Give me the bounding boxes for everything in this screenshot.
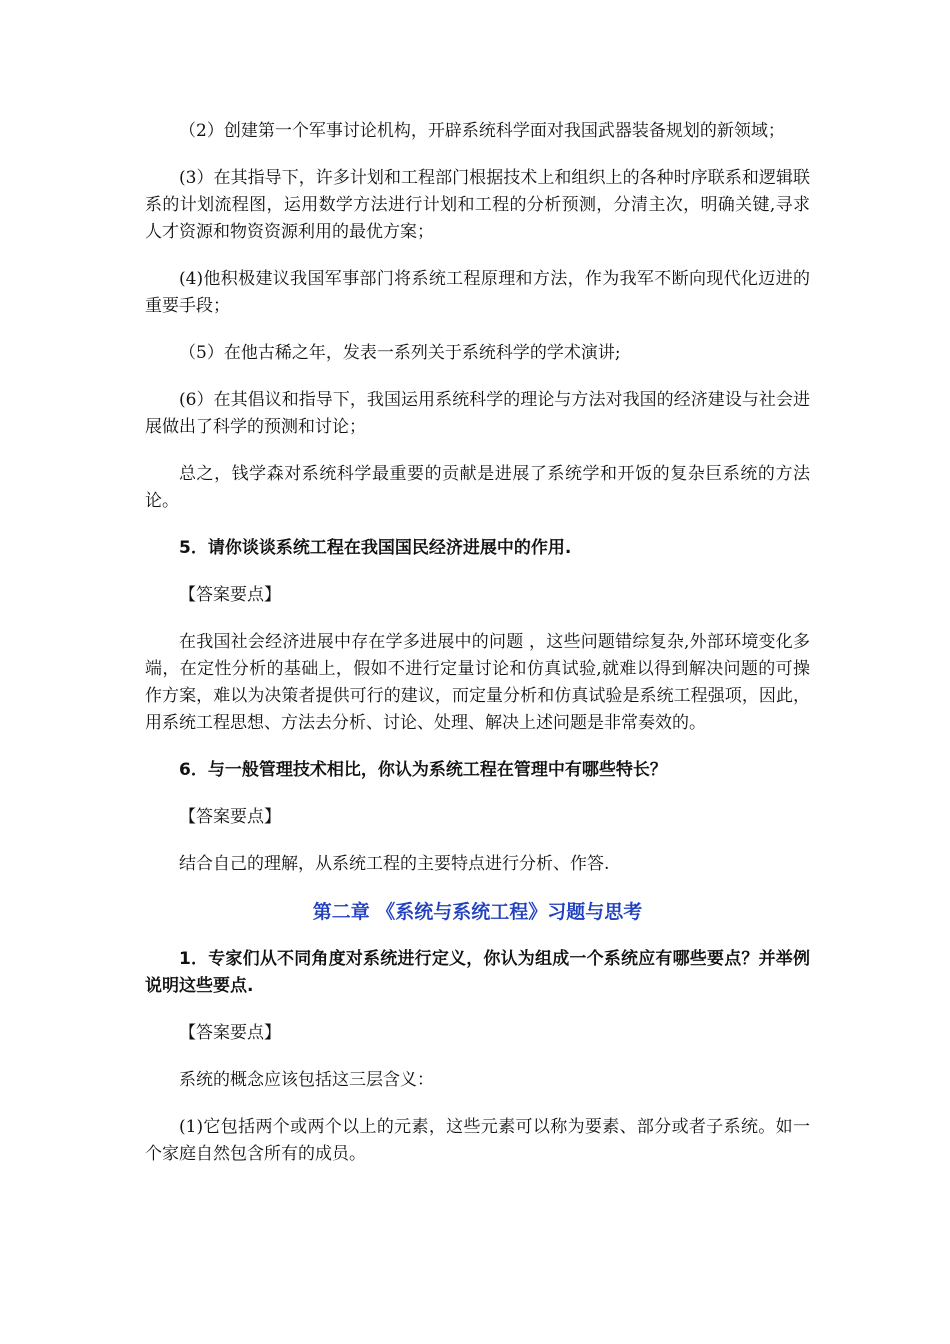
paragraph-item-3: (3）在其指导下，许多计划和工程部门根据技术上和组织上的各种时序联系和逻辑联系的计划流程图，运用数学方法进行计划和工程的分析预测，分清主次，明确关键,寻求人才资源和物资资源利用的最优方案； [145, 168, 810, 242]
paragraph-item-5: （5）在他古稀之年，发表一系列关于系统科学的学术演讲; [179, 343, 621, 363]
question-5: 5．请你谈谈系统工程在我国国民经济进展中的作用. [179, 538, 572, 558]
chapter2-intro: 系统的概念应该包括这三层含义： [179, 1070, 434, 1090]
chapter2-question-1: 1．专家们从不同角度对系统进行定义，你认为组成一个系统应有哪些要点？并举例说明这些要点. [145, 949, 810, 996]
chapter-title: 第二章 《系统与系统工程》习题与思考 [312, 901, 643, 923]
answer-5: 在我国社会经济进展中存在学多进展中的问题 ，这些问题错综复杂,外部环境变化多端，在定性分析的基础上，假如不进行定量讨论和仿真试验,就难以得到解决问题的可操作方案，难以为决策者提供可行的建议，而定量分析和仿真试验是系统工程强项，因此，用系统工程思想、方法去分析、讨论、处理、解决上述问题是非常奏效的。 [145, 632, 810, 733]
chapter2-answer-label: 【答案要点】 [179, 1023, 281, 1043]
document-page [145, 118, 810, 1188]
paragraph-item-2: （2）创建第一个军事讨论机构，开辟系统科学面对我国武器装备规划的新领域； [179, 121, 785, 141]
chapter2-point-1: (1)它包括两个或两个以上的元素，这些元素可以称为要素、部分或者子系统。如一个家庭自然包含所有的成员。 [145, 1117, 810, 1164]
paragraph-item-6: (6）在其倡议和指导下，我国运用系统科学的理论与方法对我国的经济建设与社会进展做出了科学的预测和讨论； [145, 390, 810, 437]
paragraph-item-4: (4)他积极建议我国军事部门将系统工程原理和方法，作为我军不断向现代化迈进的重要手段； [145, 269, 810, 316]
answer-6: 结合自己的理解，从系统工程的主要特点进行分析、作答. [179, 854, 610, 874]
summary-paragraph: 总之，钱学森对系统科学最重要的贡献是进展了系统学和开饭的复杂巨系统的方法论。 [145, 464, 810, 511]
answer-label-5: 【答案要点】 [179, 585, 281, 605]
answer-label-6: 【答案要点】 [179, 807, 281, 827]
question-6: 6．与一般管理技术相比，你认为系统工程在管理中有哪些特长？ [179, 760, 667, 780]
